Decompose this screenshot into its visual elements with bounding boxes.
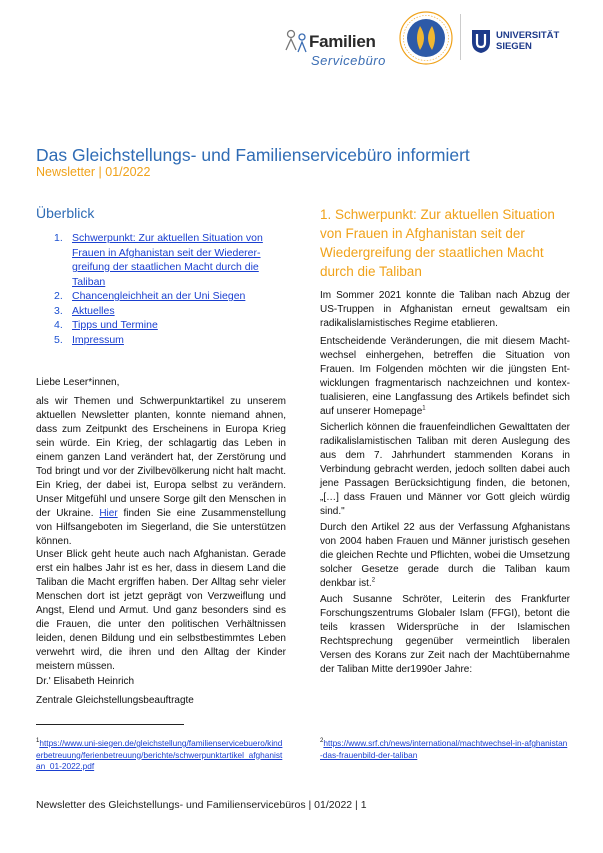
toc-link-tipps[interactable]: Tipps und Termine [72,319,158,331]
signature-role: Zentrale Gleichstellungsbeauftragte [36,695,194,706]
page-footer: Newsletter des Gleichstellungs- und Familienservicebüros | 01/2022 | 1 [36,799,367,811]
universitaet-siegen-logo [470,28,580,58]
gleichstellungsbuero-seal [398,10,454,66]
footnote-1 [36,738,286,773]
page-title: Das Gleichstellungs- und Familienservicebüro informiert [36,145,470,165]
uni-logo-line2: SIEGEN [496,41,532,52]
section-1-paragraph-2 [320,335,570,419]
table-of-contents [54,231,284,347]
toc-link-aktuelles[interactable]: Aktuelles [72,304,115,317]
signature-name: Dr.' Elisabeth Heinrich [36,676,135,687]
toc-link-schwerpunkt[interactable]: Schwerpunkt: Zur aktuellen Situation von Frauen in Afghanistan seit der Wiederergreifung der staatlichen Macht durch die Taliban [72,232,263,288]
letter-paragraph-2: Unser Blick geht heute auch nach Afghanistan. Gerade erst ein halbes Jahr ist es her, dass in diesem Land die Taliban die Macht ergriffen haben. Der Alltag sehr vieler Menschen dort ist jetzt geprägt von Verzweiflung und Angst, Elend und Armut. Und ganz besonders sind es die Frauen, die unter den politischen Verhältnissen leiden, denen Bildung und ein selbstbestimmtes Leben verwehrt wird, die ihren und den Alltag der Kinder meistern müssen. [36,549,286,672]
letter-p1-text-after: finden Sie eine Zusammenstellung von Hilfsangeboten im Siegerland, die Sie unterstützen können. [36,508,286,547]
toc-link-impressum[interactable]: Impressum [72,333,124,346]
letter-p1-text: als wir Themen und Schwerpunktartikel zu unserem aktuellen Newsletter planten, konnte niemand ahnen, dass zum Zeitpunkt des Erscheinens in Europa Krieg sein würde. Ein Krieg, der schlagartig das Leben in einem ganzen Land verändert hat, der Zerstörung und Tod bringt und vor der Zivilbevölkerung nicht halt macht. Ein Krieg, der dabei ist, Europa selbst zu verändern. Unser Mitgefühl und unsere Sorge gilt den Menschen in der Ukraine. [36,396,286,519]
letter-paragraph-1 [36,395,286,549]
familien-logo-subtitle: Servicebüro [311,53,386,68]
footnote-2-link[interactable]: https://www.srf.ch/news/international/machtwechsel-in-afghanistan-das-frauenbild-der-taliban [320,738,568,760]
toc-item [54,304,284,319]
section-1-paragraph-4 [320,521,570,591]
toc-item [54,289,284,304]
footnote-divider [36,724,184,725]
footnote-ref-1[interactable]: 1 [422,405,426,412]
footnote-2-number: 2 [320,738,324,745]
header-divider [460,14,461,60]
section-1-paragraph-5: Auch Susanne Schröter, Leiterin des Frankfurter Forschungszentrums Globaler Islam (FFGI), betont die teils krassen Widersprüche in der Islamischen Rechtsprechung gegenüber vermeintlich liberalen Versen des Korans zur Zeit nach der Machtübernahme der Taliban Mitte der1990er Jahre: [320,594,570,675]
toc-item [54,231,284,289]
footnote-1-number: 1 [36,738,40,745]
hilfsangebote-link[interactable]: Hier [99,508,118,519]
familien-logo-word: Familien [309,32,376,51]
section-1-paragraph-1: Im Sommer 2021 konnte die Taliban nach Abzug der US-Truppen in Afghanistan erneut gewaltsam ein radikalislamistisches Regime etablieren. [320,290,570,329]
section-1-p2-text: Entscheidende Veränderungen, die mit diesem Machtwechsel einhergehen, betreffen die Situation von Frauen. Im Folgenden möchten wir die jüngsten Entwicklungen fragmentarisch nachzeichnen und kontextualisieren, eine Langfassung des Artikels befindet sich auf unserer Homepage [320,336,570,417]
toc-item [54,333,284,348]
footnote-1-link[interactable]: https://www.uni-siegen.de/gleichstellung/familienservicebuero/kinderbetreuung/ferienbetreuung/berichte/schwerpunktartikel_afghanistan_01-2022.pdf [36,738,283,771]
uni-logo-line1: UNIVERSITÄT [496,30,560,41]
overview-heading: Überblick [36,205,95,221]
section-1-paragraph-3: Sicherlich können die frauenfeindlichen Gewalttaten der radikalislamistischen Taliban mit deren Auslegung des aus dem 7. Jahrhundert stammenden Korans in Verbindung gebracht werden, jedoch sollten dabei auch jene Passagen Berücksichtigung finden, die betonen, „[…] dass Frauen und Männer vor Gott gleich würdig sind." [320,422,570,517]
toc-item-number: 5. [54,333,63,346]
section-1-heading: 1. Schwerpunkt: Zur aktuellen Situation von Frauen in Afghanistan seit der Wiedergreifung der staatlichen Macht durch die Taliban [320,207,555,279]
university-shield-icon [470,28,492,54]
familien-servicebuero-logo [283,18,386,70]
footnote-2 [320,738,570,761]
newsletter-subtitle: Newsletter | 01/2022 [36,165,151,179]
footnote-ref-2[interactable]: 2 [371,577,376,584]
toc-item-number: 4. [54,319,63,331]
letter-greeting: Liebe Leser*innen, [36,377,120,388]
section-1-p4-text: Durch den Artikel 22 aus der Verfassung Afghanistans von 2004 haben Frauen und Männer juristisch gesehen die gleichen Rechte und Pflichten, wobei die Umsetzung solcher Gesetze gerade durch die Taliban kaum denkbar ist. [320,522,570,589]
toc-item [54,318,284,333]
toc-link-chancengleichheit[interactable]: Chancengleichheit an der Uni Siegen [72,290,246,302]
toc-item-number: 3. [54,304,63,317]
toc-item-number: 1. [54,232,63,244]
toc-item-number: 2. [54,290,63,302]
